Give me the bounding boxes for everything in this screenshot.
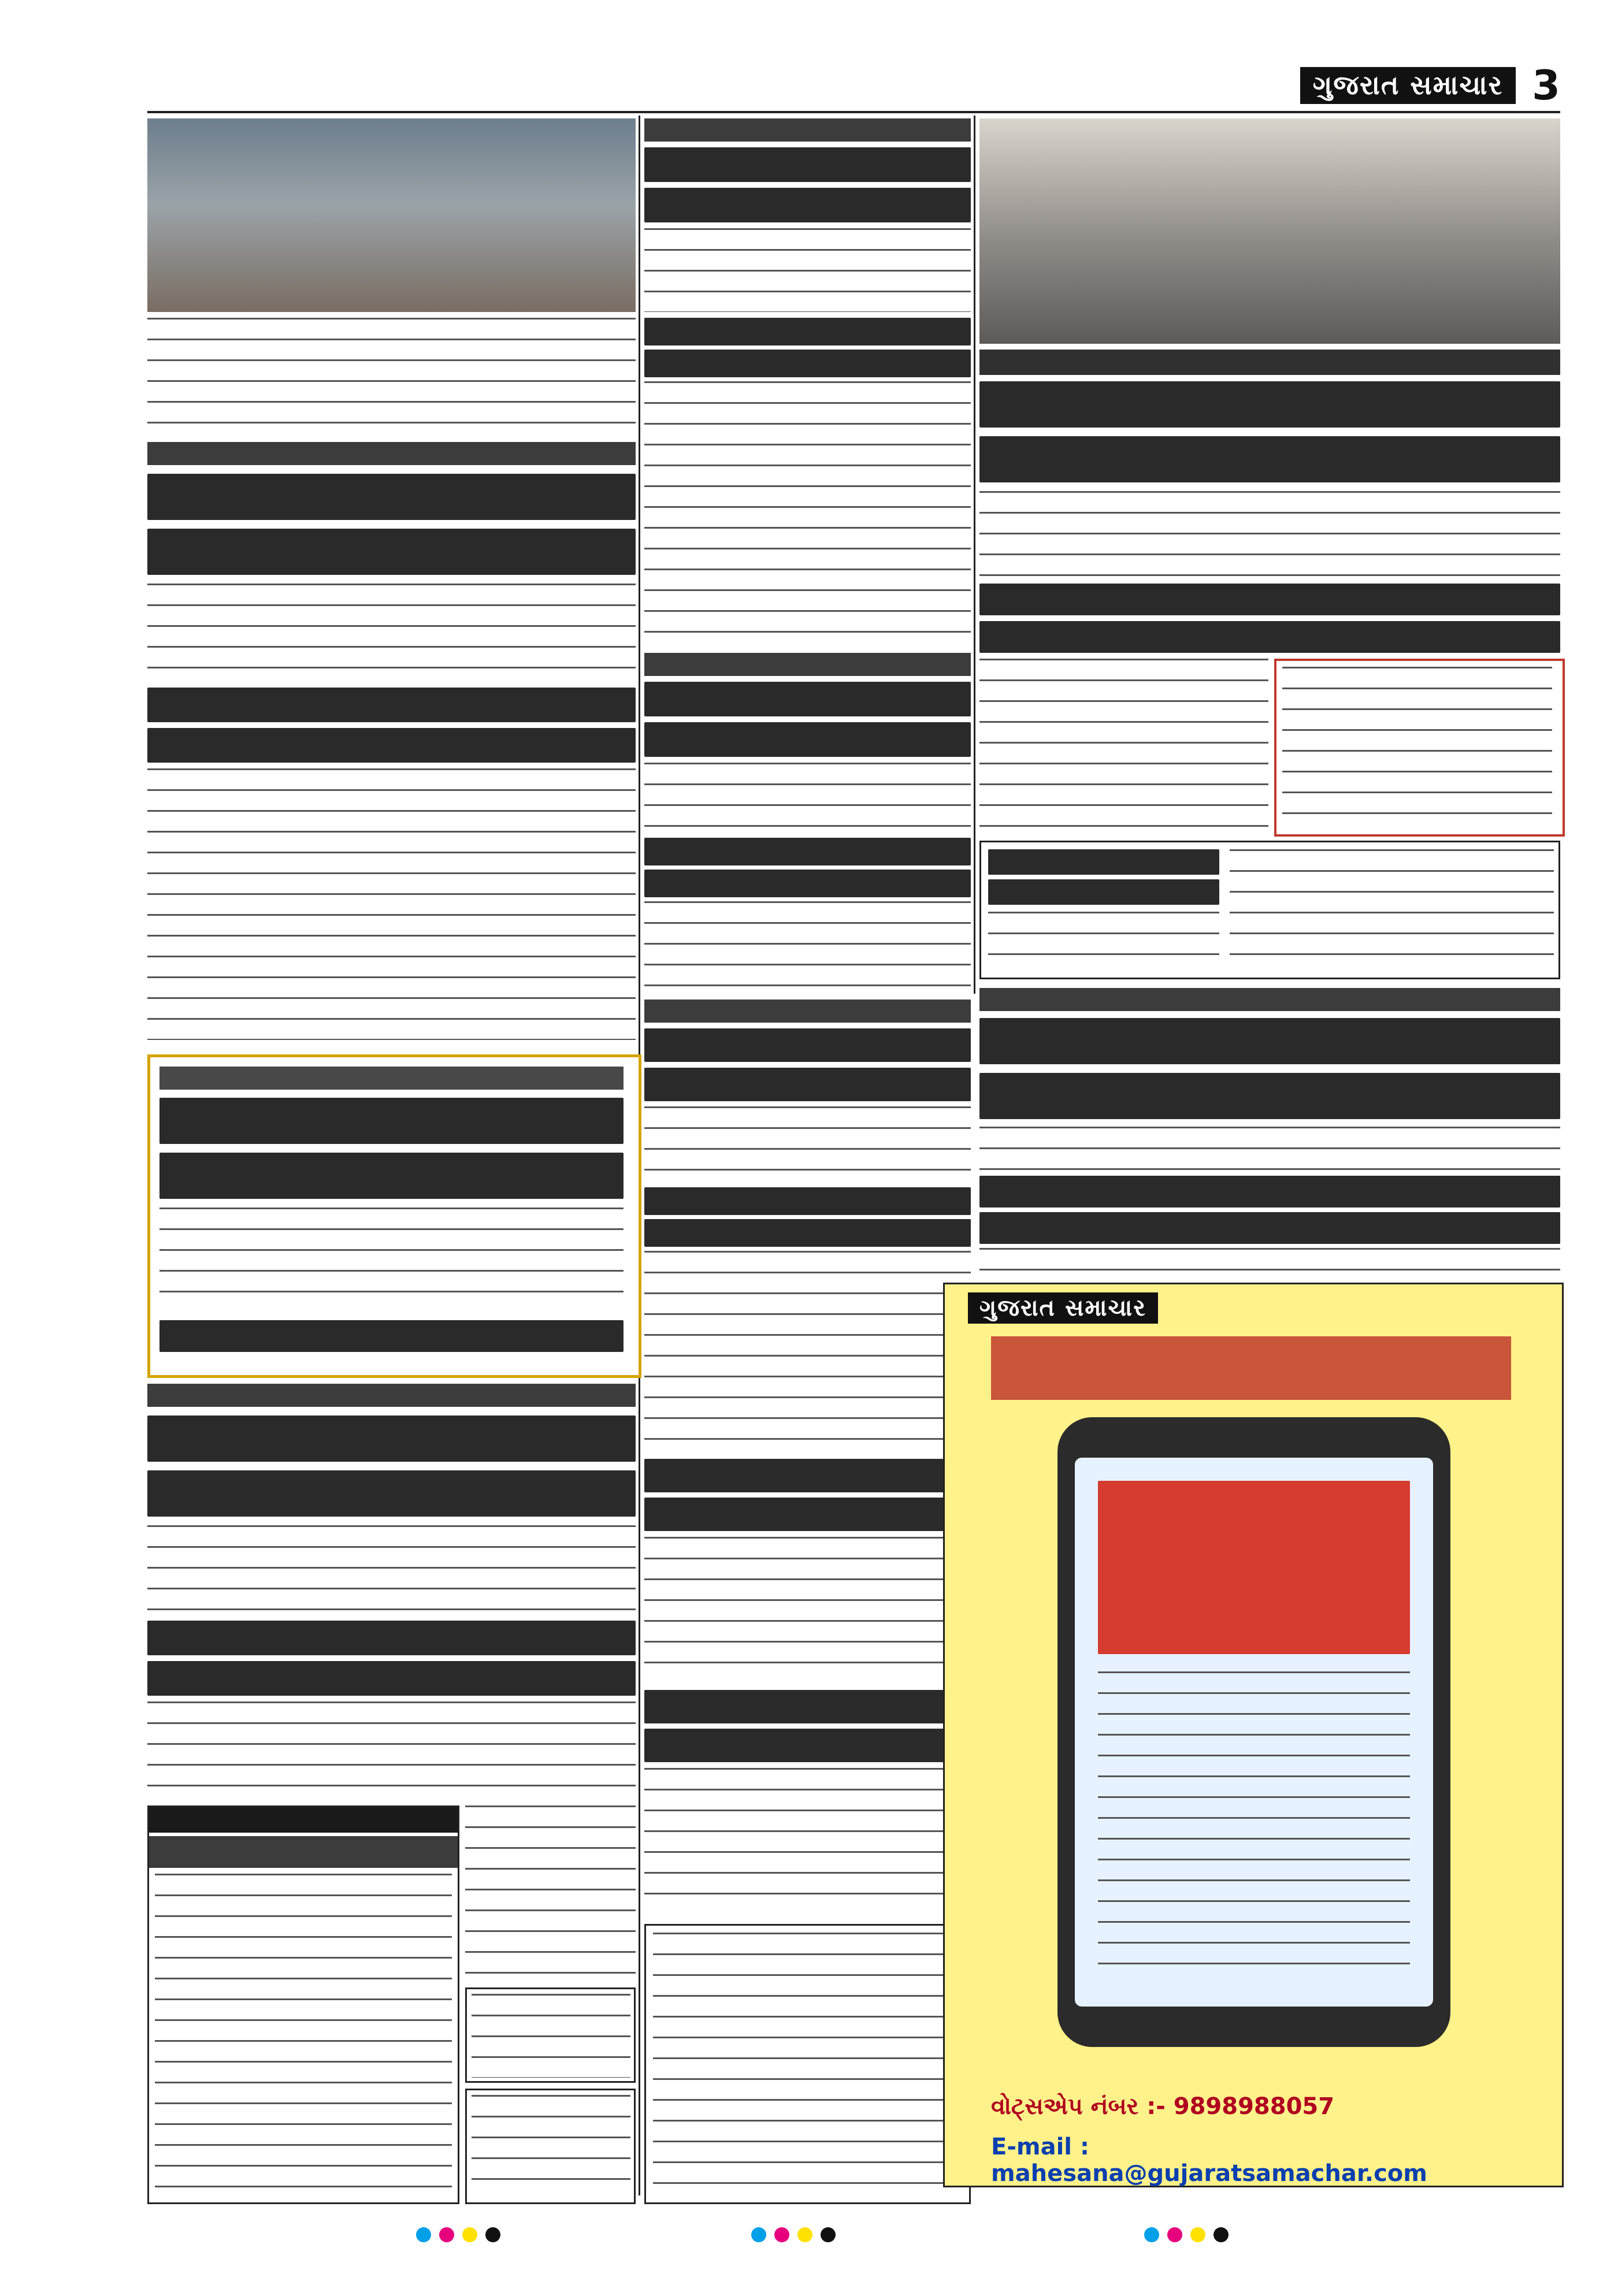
yellow-dot — [1190, 2227, 1205, 2242]
right-story2-body — [979, 1127, 1560, 1170]
imprint-text — [472, 2095, 630, 2199]
mid-story4-body — [644, 1537, 971, 1681]
cyan-dot — [416, 2227, 431, 2242]
left-story2-body-continued — [147, 1701, 636, 1800]
ad-headline — [991, 1336, 1511, 1400]
mid-story1-body — [644, 228, 971, 312]
left-story1-headline-line1 — [147, 474, 636, 520]
left-story1-kicker — [147, 442, 636, 465]
left-story1-subhead-line1 — [147, 688, 636, 722]
phone-illustration-icon — [1057, 1417, 1450, 2047]
right-bus-box — [979, 841, 1560, 979]
left-story1-body — [147, 584, 636, 682]
mid-story2-headline-line2 — [644, 722, 971, 757]
left-story1-headline-line2 — [147, 529, 636, 575]
mid-story1-headline-line2 — [644, 188, 971, 222]
admission-notice — [644, 1924, 971, 2204]
ad-email — [991, 2134, 1511, 2187]
right-story1-body — [979, 491, 1560, 578]
obituary-list — [155, 1874, 452, 2197]
mid-story3-headline-line2 — [644, 1068, 971, 1101]
right-story1-subhead-line1 — [979, 584, 1560, 615]
black-dot — [1214, 2227, 1229, 2242]
right-story2-kicker — [979, 988, 1560, 1011]
notice-text — [472, 1994, 630, 2078]
black-dot — [821, 2227, 836, 2242]
mid-story1-subhead-line1 — [644, 318, 971, 345]
mid-story1-body-continued — [644, 381, 971, 641]
boxed-story-headline-line1 — [159, 1098, 624, 1144]
mid-story5-headline-line2 — [644, 1729, 971, 1762]
color-bar-1 — [416, 2227, 500, 2242]
email-address[interactable]: mahesana@gujaratsamachar.com — [991, 2160, 1427, 2187]
left-story2-subhead-line2 — [147, 1661, 636, 1696]
left-photo — [147, 118, 636, 312]
left-story2-headline-line1 — [147, 1416, 636, 1462]
boxed-story-kicker — [159, 1067, 624, 1090]
contact-advertisement — [943, 1283, 1564, 2187]
mid-story2-subhead-line1 — [644, 838, 971, 865]
magenta-dot — [439, 2227, 454, 2242]
black-dot — [485, 2227, 500, 2242]
magenta-dot — [1167, 2227, 1182, 2242]
notice-box — [465, 1987, 636, 2083]
left-story2-headline-line2 — [147, 1470, 636, 1517]
color-bar-3 — [1144, 2227, 1229, 2242]
boxed-story-body — [159, 1208, 624, 1312]
column-rule-2 — [974, 116, 975, 994]
right-bus-text — [988, 912, 1219, 972]
right-photo — [979, 118, 1560, 344]
ad-slogan — [1098, 1481, 1410, 1654]
cyan-dot — [1144, 2227, 1159, 2242]
obituary-title — [149, 1807, 458, 1833]
phone-screen — [1075, 1458, 1433, 2007]
mid-story3-headline-line1 — [644, 1028, 971, 1062]
left-story2-kicker — [147, 1384, 636, 1407]
left-story2-body — [147, 1525, 636, 1615]
left-boxed-story — [147, 1054, 641, 1378]
masthead: ગુજરાત સમાચાર — [1300, 67, 1516, 104]
right-story2-subhead-line1 — [979, 1176, 1560, 1208]
left-story2-tail — [465, 1805, 636, 1982]
right-story1-subhead-line2 — [979, 621, 1560, 653]
right-story2-body-continued — [979, 1248, 1560, 1277]
obituary-trust-name — [149, 1836, 458, 1868]
mid-story2-body — [644, 763, 971, 832]
admission-notice-text — [653, 1933, 964, 2198]
mid-story5-headline-line1 — [644, 1690, 971, 1723]
left-story1-subhead-line2 — [147, 728, 636, 763]
mid-story2-kicker — [644, 653, 971, 676]
mid-story4-headline-line2 — [644, 1498, 971, 1531]
right-story1-body-continued — [979, 659, 1268, 832]
yellow-dot — [797, 2227, 812, 2242]
imprint-box — [465, 2089, 636, 2204]
mid-story1-headline-line1 — [644, 147, 971, 182]
right-bus-headline-line1 — [988, 849, 1219, 875]
whatsapp-number[interactable]: 9898988057 — [1173, 2093, 1335, 2120]
folio — [1300, 62, 1560, 109]
mid-story3-body-continued — [644, 1251, 971, 1450]
left-story1-body-continued — [147, 768, 636, 1040]
mid-story5-body — [644, 1768, 971, 1912]
right-story1-headline-line1 — [979, 381, 1560, 428]
obituary-box — [147, 1805, 459, 2204]
ad-whatsapp — [991, 2093, 1511, 2120]
right-bus-headline-line2 — [988, 879, 1219, 905]
mid-story1-subhead-line2 — [644, 350, 971, 377]
boxed-story-subhead — [159, 1320, 624, 1352]
right-story1-kicker — [979, 350, 1560, 375]
ad-masthead: ગુજરાત સમાચાર — [968, 1292, 1158, 1324]
magenta-dot — [774, 2227, 789, 2242]
yellow-dot — [462, 2227, 477, 2242]
mid-story3-subhead-line1 — [644, 1187, 971, 1215]
ad-copy — [1098, 1671, 1410, 1983]
left-photo-caption — [147, 318, 636, 433]
right-story1-tail — [1230, 849, 1554, 972]
folio-rule — [147, 111, 1560, 113]
color-bar-2 — [751, 2227, 836, 2242]
right-story2-headline-line2 — [979, 1073, 1560, 1119]
mid-story2-body-continued — [644, 901, 971, 991]
page-number: 3 — [1532, 62, 1560, 109]
mid-story3-body — [644, 1106, 971, 1182]
boxed-story-headline-line2 — [159, 1153, 624, 1199]
cyan-dot — [751, 2227, 766, 2242]
right-story1-headline-line2 — [979, 436, 1560, 482]
whatsapp-label: વોટ્સએપ નંબર :- — [991, 2093, 1166, 2120]
mid-story1-kicker — [644, 118, 971, 142]
right-story2-subhead-line2 — [979, 1212, 1560, 1244]
left-story2-subhead-line1 — [147, 1621, 636, 1655]
right-red-box-text — [1282, 667, 1552, 824]
mid-story2-subhead-line2 — [644, 870, 971, 897]
mid-story4-headline-line1 — [644, 1459, 971, 1492]
right-story2-headline-line1 — [979, 1018, 1560, 1064]
mid-story3-subhead-line2 — [644, 1219, 971, 1247]
mid-story3-kicker — [644, 1000, 971, 1023]
right-red-box — [1274, 659, 1565, 837]
email-label: E-mail : — [991, 2134, 1089, 2160]
mid-story2-headline-line1 — [644, 682, 971, 716]
